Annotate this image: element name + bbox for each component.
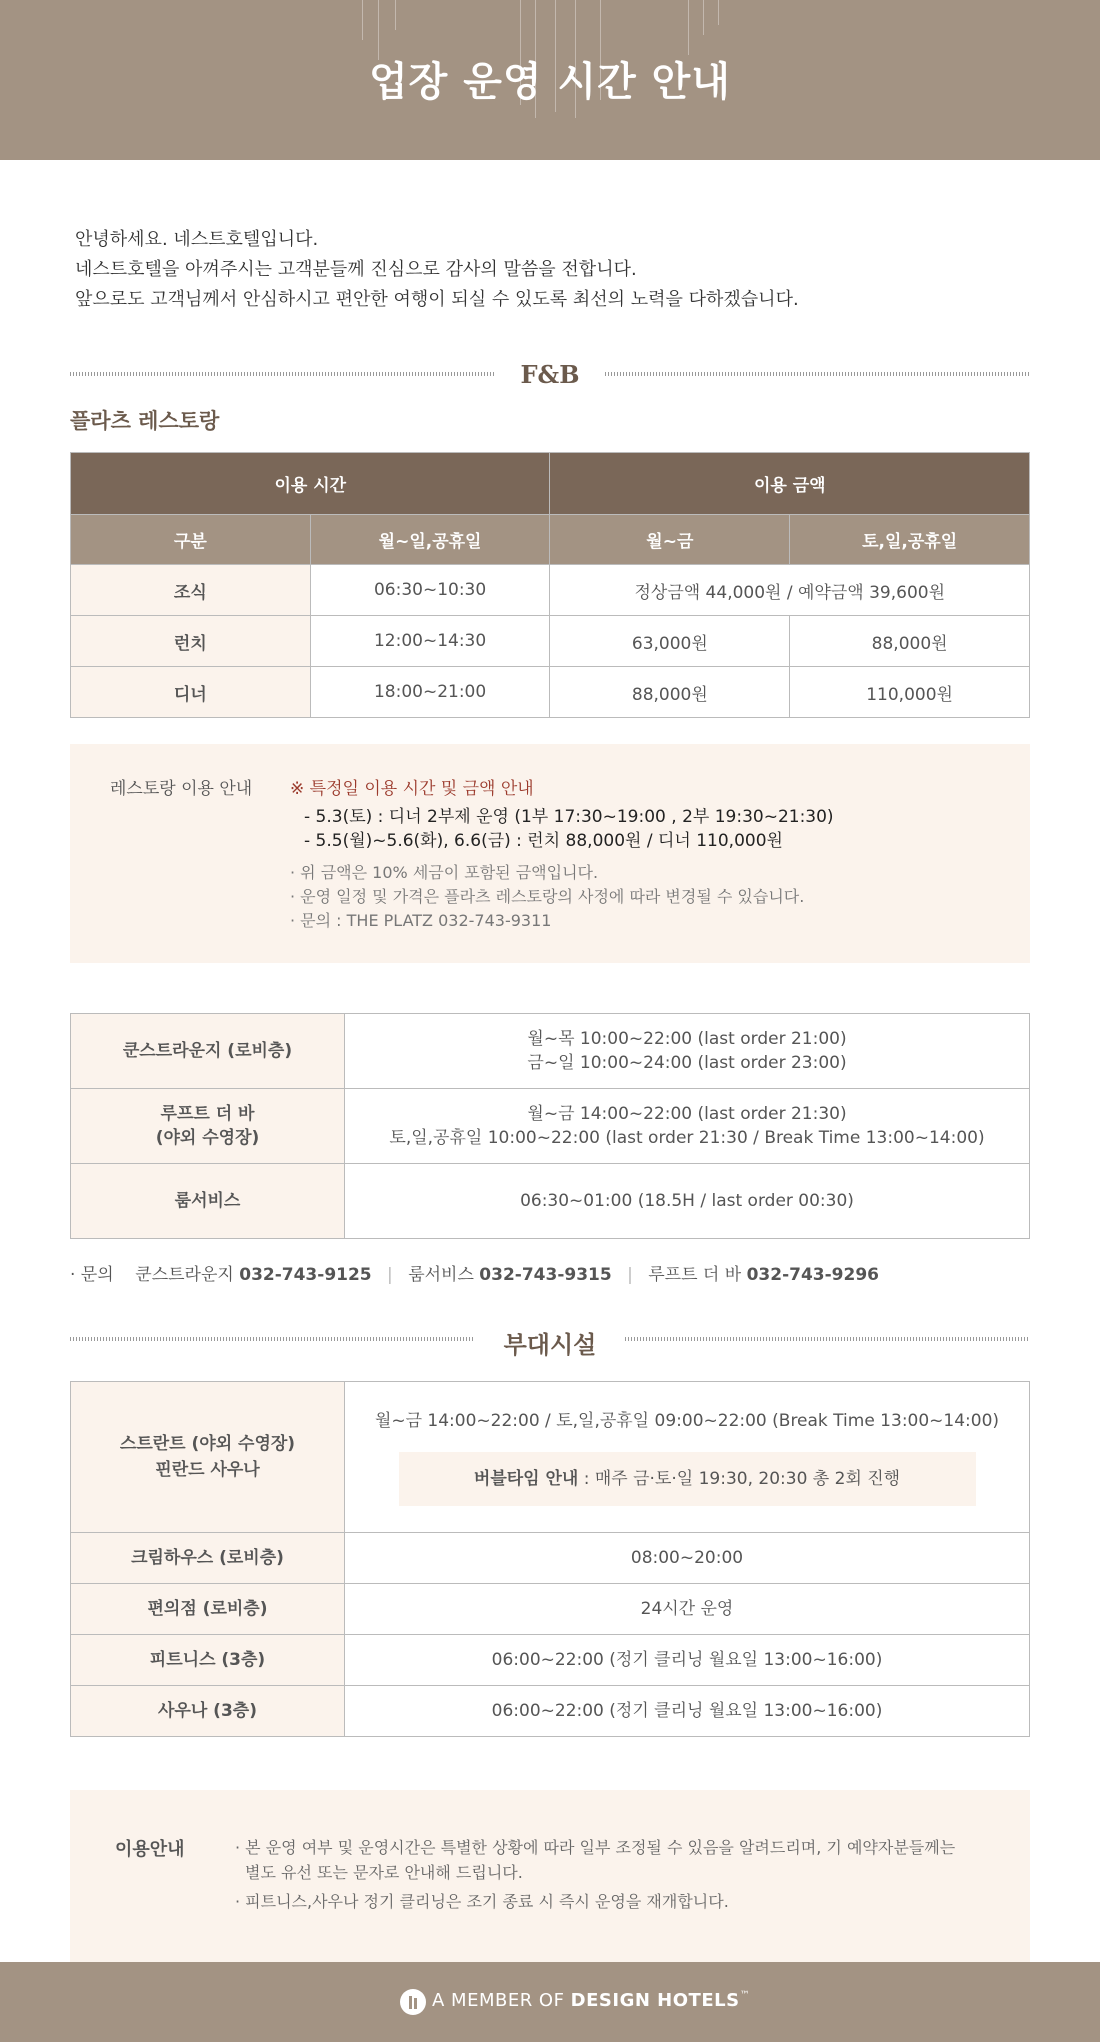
table-cell-label: 피트니스 (3층) bbox=[71, 1635, 345, 1686]
table-cell: 63,000원 bbox=[550, 616, 790, 667]
intro-line: 안녕하세요. 네스트호텔입니다. bbox=[75, 229, 319, 250]
contact-number[interactable]: 032-743-9315 bbox=[479, 1265, 612, 1285]
table-cell: 24시간 운영 bbox=[345, 1584, 1030, 1635]
contact-name: 쿤스트라운지 bbox=[135, 1265, 234, 1285]
lounge-table bbox=[70, 1013, 1030, 1239]
table-cell: 88,000원 bbox=[550, 667, 790, 718]
table-cell-label: 쿤스트라운지 (로비층) bbox=[71, 1014, 345, 1089]
table-header-cell: 이용 시간 bbox=[71, 453, 550, 515]
table-row bbox=[71, 1533, 1030, 1584]
page-title: 업장 운영 시간 안내 bbox=[369, 59, 731, 105]
table-cell-label: 조식 bbox=[71, 565, 311, 616]
notice-note: · 위 금액은 10% 세금이 포함된 금액입니다. bbox=[290, 863, 599, 882]
contact-label: · 문의 bbox=[70, 1265, 114, 1285]
venue-location: (야외 수영장) bbox=[155, 1128, 260, 1148]
section-heading: 부대시설 bbox=[503, 1331, 597, 1359]
table-cell: 88,000원 bbox=[790, 616, 1030, 667]
decorative-line bbox=[703, 0, 704, 35]
table-row bbox=[71, 1089, 1030, 1164]
intro-line: 앞으로도 고객님께서 안심하시고 편안한 여행이 되실 수 있도록 최선의 노력을 다하겠습니다. bbox=[75, 289, 799, 310]
bubble-time-notice bbox=[399, 1452, 976, 1506]
notice-bullet: - 5.3(토) : 디너 2부제 운영 (1부 17:30~19:00 , 2부 19:30~21:30) bbox=[304, 807, 834, 827]
guide-label: 이용안내 bbox=[115, 1839, 185, 1860]
contact-number[interactable]: 032-743-9125 bbox=[239, 1265, 372, 1285]
notice-bullet: - 5.5(월)~5.6(화), 6.6(금) : 런치 88,000원 / 디너 110,000원 bbox=[304, 831, 783, 851]
restaurant-notice bbox=[70, 744, 1030, 963]
dotted-line bbox=[70, 1337, 475, 1341]
venue-name: 루프트 더 바 bbox=[160, 1104, 255, 1124]
footer-brand-text bbox=[432, 1990, 750, 2011]
table-cell-label: 사우나 (3층) bbox=[71, 1686, 345, 1737]
contact-name: 루프트 더 바 bbox=[648, 1265, 742, 1285]
table-cell-label bbox=[71, 1089, 345, 1164]
table-cell: 18:00~21:00 bbox=[310, 667, 550, 718]
restaurant-title: 플라츠 레스토랑 bbox=[70, 409, 220, 433]
table-header-cell: 토,일,공휴일 bbox=[790, 515, 1030, 565]
table-cell bbox=[345, 1089, 1030, 1164]
table-cell-label: 편의점 (로비층) bbox=[71, 1584, 345, 1635]
decorative-line bbox=[362, 0, 363, 40]
table-cell: 110,000원 bbox=[790, 667, 1030, 718]
guide-line: · 본 운영 여부 및 운영시간은 특별한 상황에 따라 일부 조정될 수 있음을 알려드리며, 기 예약자분들께는 bbox=[235, 1838, 956, 1857]
separator: | bbox=[627, 1265, 633, 1285]
facilities-table bbox=[70, 1381, 1030, 1737]
restaurant-table bbox=[70, 452, 1030, 718]
table-cell: 06:00~22:00 (정기 클리닝 월요일 13:00~16:00) bbox=[345, 1686, 1030, 1737]
venue-name: 스트란트 (야외 수영장) bbox=[119, 1434, 296, 1454]
venue-name: 핀란드 사우나 bbox=[155, 1460, 260, 1480]
table-cell-label: 디너 bbox=[71, 667, 311, 718]
contact-line bbox=[70, 1260, 879, 1285]
dotted-line bbox=[70, 372, 495, 376]
notice-label: 레스토랑 이용 안내 bbox=[110, 779, 253, 799]
contact-name: 룸서비스 bbox=[408, 1265, 474, 1285]
hours-line: 금~일 10:00~24:00 (last order 23:00) bbox=[527, 1053, 847, 1073]
decorative-line bbox=[718, 0, 719, 25]
trademark: ™ bbox=[739, 1990, 751, 2001]
footer-prefix: A MEMBER OF bbox=[432, 1990, 571, 2011]
guide-line: 별도 유선 또는 문자로 안내해 드립니다. bbox=[245, 1863, 523, 1882]
notice-content bbox=[290, 774, 834, 933]
separator: | bbox=[387, 1265, 393, 1285]
notice-note: · 운영 일정 및 가격은 플라츠 레스토랑의 사정에 따라 변경될 수 있습니다. bbox=[290, 887, 805, 906]
special-notice-lines bbox=[290, 805, 834, 853]
guide-line: · 피트니스,사우나 정기 클리닝은 조기 종료 시 즉시 운영을 재개합니다. bbox=[235, 1892, 729, 1911]
table-header-cell: 구분 bbox=[71, 515, 311, 565]
table-cell-label bbox=[71, 1382, 345, 1533]
table-row bbox=[71, 1164, 1030, 1239]
footer bbox=[0, 1962, 1100, 2042]
table-cell: 08:00~20:00 bbox=[345, 1533, 1030, 1584]
intro-line: 네스트호텔을 아껴주시는 고객분들께 진심으로 감사의 말씀을 전합니다. bbox=[75, 259, 637, 280]
table-cell: 06:30~10:30 bbox=[310, 565, 550, 616]
table-cell: 06:30~01:00 (18.5H / last order 00:30) bbox=[345, 1164, 1030, 1239]
table-cell bbox=[345, 1014, 1030, 1089]
table-cell: 정상금액 44,000원 / 예약금액 39,600원 bbox=[550, 565, 1030, 616]
decorative-line bbox=[688, 0, 689, 55]
table-row bbox=[71, 1635, 1030, 1686]
table-header-cell: 월~금 bbox=[550, 515, 790, 565]
hours-line: 토,일,공휴일 10:00~22:00 (last order 21:30 / Break Time 13:00~14:00) bbox=[389, 1128, 985, 1148]
notice-note: · 문의 : THE PLATZ 032-743-9311 bbox=[290, 911, 552, 930]
table-cell bbox=[345, 1382, 1030, 1533]
hours-line: 월~금 14:00~22:00 / 토,일,공휴일 09:00~22:00 (Break Time 13:00~14:00) bbox=[374, 1411, 1000, 1431]
guide-content bbox=[235, 1835, 955, 1914]
header-banner bbox=[0, 0, 1100, 160]
section-divider-facilities bbox=[70, 1325, 1030, 1359]
special-notice-title: ※ 특정일 이용 시간 및 금액 안내 bbox=[290, 779, 534, 799]
table-row bbox=[71, 565, 1030, 616]
table-row bbox=[71, 1382, 1030, 1533]
table-subheader-row bbox=[71, 515, 1030, 565]
logo-bar bbox=[414, 1998, 417, 2009]
table-header-cell: 월~일,공휴일 bbox=[310, 515, 550, 565]
intro-text bbox=[75, 225, 799, 315]
bubble-label: 버블타임 안내 bbox=[473, 1469, 579, 1489]
hours-line: 월~목 10:00~22:00 (last order 21:00) bbox=[527, 1029, 847, 1049]
table-cell: 12:00~14:30 bbox=[310, 616, 550, 667]
table-row bbox=[71, 1686, 1030, 1737]
usage-guide bbox=[70, 1790, 1030, 1962]
table-cell-label: 런치 bbox=[71, 616, 311, 667]
notice-notes bbox=[290, 861, 834, 933]
table-row bbox=[71, 1014, 1030, 1089]
table-header-row bbox=[71, 453, 1030, 515]
section-divider-fnb bbox=[70, 360, 1030, 389]
table-cell: 06:00~22:00 (정기 클리닝 월요일 13:00~16:00) bbox=[345, 1635, 1030, 1686]
table-cell-label: 크림하우스 (로비층) bbox=[71, 1533, 345, 1584]
contact-number[interactable]: 032-743-9296 bbox=[746, 1265, 879, 1285]
table-header-cell: 이용 금액 bbox=[550, 453, 1030, 515]
table-row bbox=[71, 667, 1030, 718]
hours-line: 월~금 14:00~22:00 (last order 21:30) bbox=[527, 1104, 847, 1124]
table-cell-label: 룸서비스 bbox=[71, 1164, 345, 1239]
design-hotels-logo-icon bbox=[400, 1989, 426, 2015]
table-row bbox=[71, 616, 1030, 667]
dotted-line bbox=[625, 1337, 1030, 1341]
bubble-text: : 매주 금·토·일 19:30, 20:30 총 2회 진행 bbox=[578, 1469, 901, 1489]
logo-bar bbox=[409, 1996, 412, 2009]
footer-brand: DESIGN HOTELS bbox=[570, 1990, 740, 2011]
decorative-line bbox=[395, 0, 396, 30]
section-heading: F&B bbox=[520, 360, 580, 389]
dotted-line bbox=[605, 372, 1030, 376]
table-row bbox=[71, 1584, 1030, 1635]
